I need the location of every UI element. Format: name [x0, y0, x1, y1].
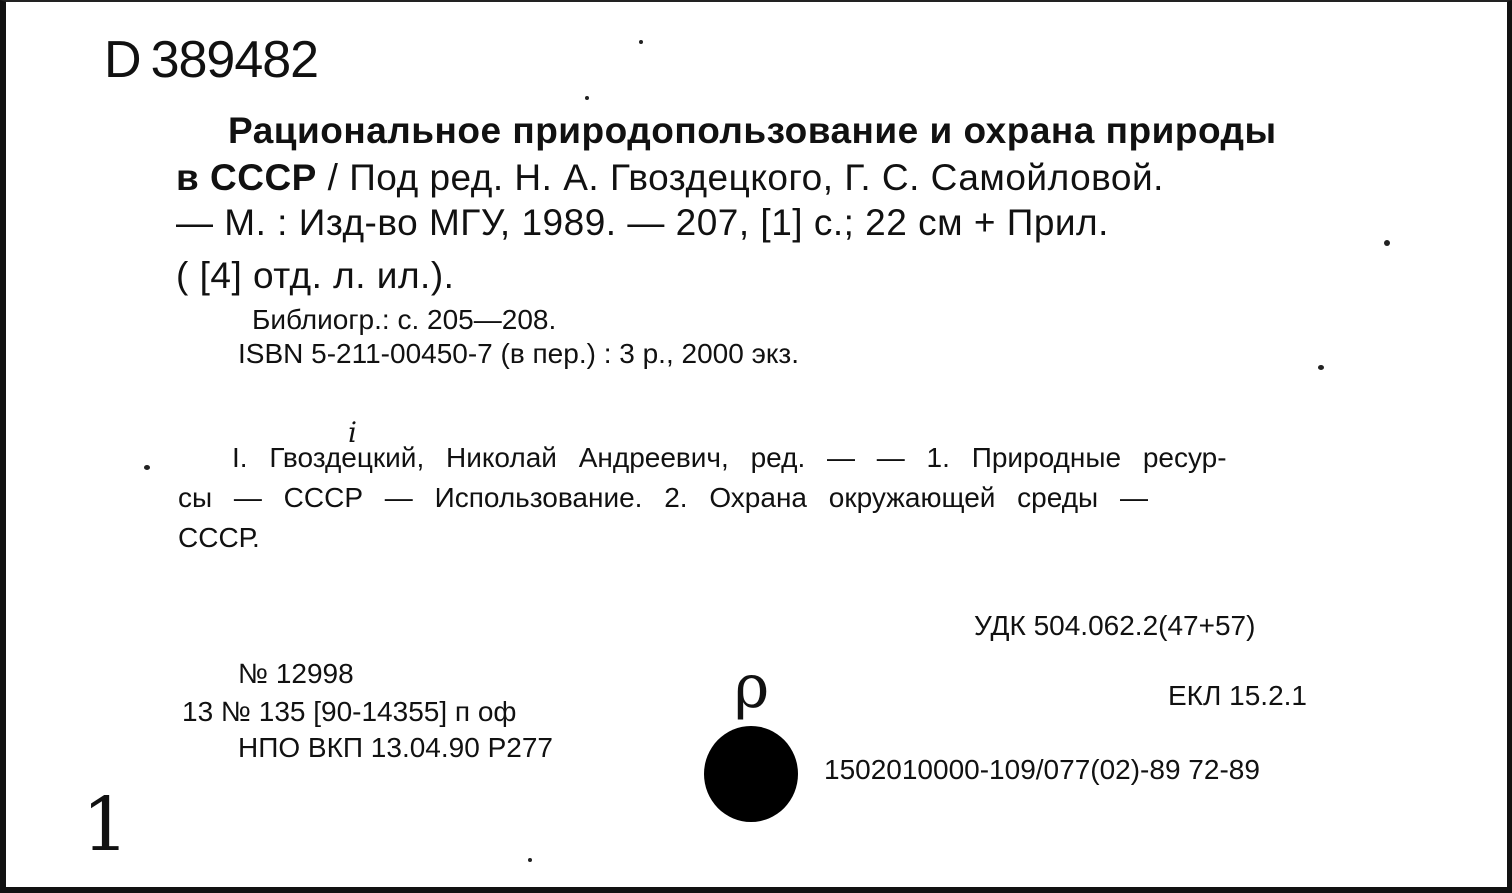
handwritten-mark-top: i [348, 416, 357, 449]
tracing-line-2: сы — СССР — Использование. 2. Охрана окружающей среды — [178, 482, 1148, 513]
isbn-line: ISBN 5-211-00450-7 (в пер.) : 3 р., 2000 экз. [238, 338, 800, 369]
tracing-line-3: СССР. [178, 522, 260, 553]
speck [585, 96, 589, 100]
title-line-4: ( [4] отд. л. ил.). [176, 255, 455, 296]
ink-blot [704, 726, 798, 822]
speck [639, 40, 643, 44]
ekl-index: ЕКЛ 15.2.1 [1168, 680, 1307, 711]
speck [1384, 240, 1390, 246]
speck [528, 858, 532, 862]
code-number: 389482 [150, 31, 319, 89]
udk-index: УДК 504.062.2(47+57) [974, 610, 1256, 641]
speck [1318, 365, 1324, 370]
title-line-1: Рациональное природопользование и охрана природы [228, 110, 1277, 151]
card-number: № 12998 [238, 658, 354, 689]
card-code [104, 30, 318, 90]
speck [144, 465, 150, 470]
title-line-3: — М. : Изд-во МГУ, 1989. — 207, [1] с.; 22 см + Прил. [176, 202, 1109, 243]
classification-code: 1502010000-109/077(02)-89 72-89 [824, 754, 1260, 785]
handwritten-one: 1 [82, 782, 130, 868]
npo-line: НПО ВКП 13.04.90 Р277 [238, 732, 553, 763]
order-line: 13 № 135 [90-14355] п оф [182, 696, 517, 727]
bibliography-note: Библиогр.: с. 205—208. [252, 304, 557, 335]
handwritten-p: ρ [734, 652, 770, 722]
code-prefix: D [104, 31, 141, 89]
title-line-2-rest: / Под ред. Н. А. Гвоздецкого, Г. С. Самойловой. [316, 157, 1164, 198]
tracing-line-1: I. Гвоздецкий, Николай Андреевич, ред. — — 1. Природные ресур- [232, 442, 1227, 473]
title-line-2-bold: в СССР [176, 157, 317, 198]
title-line-2 [176, 157, 1164, 199]
